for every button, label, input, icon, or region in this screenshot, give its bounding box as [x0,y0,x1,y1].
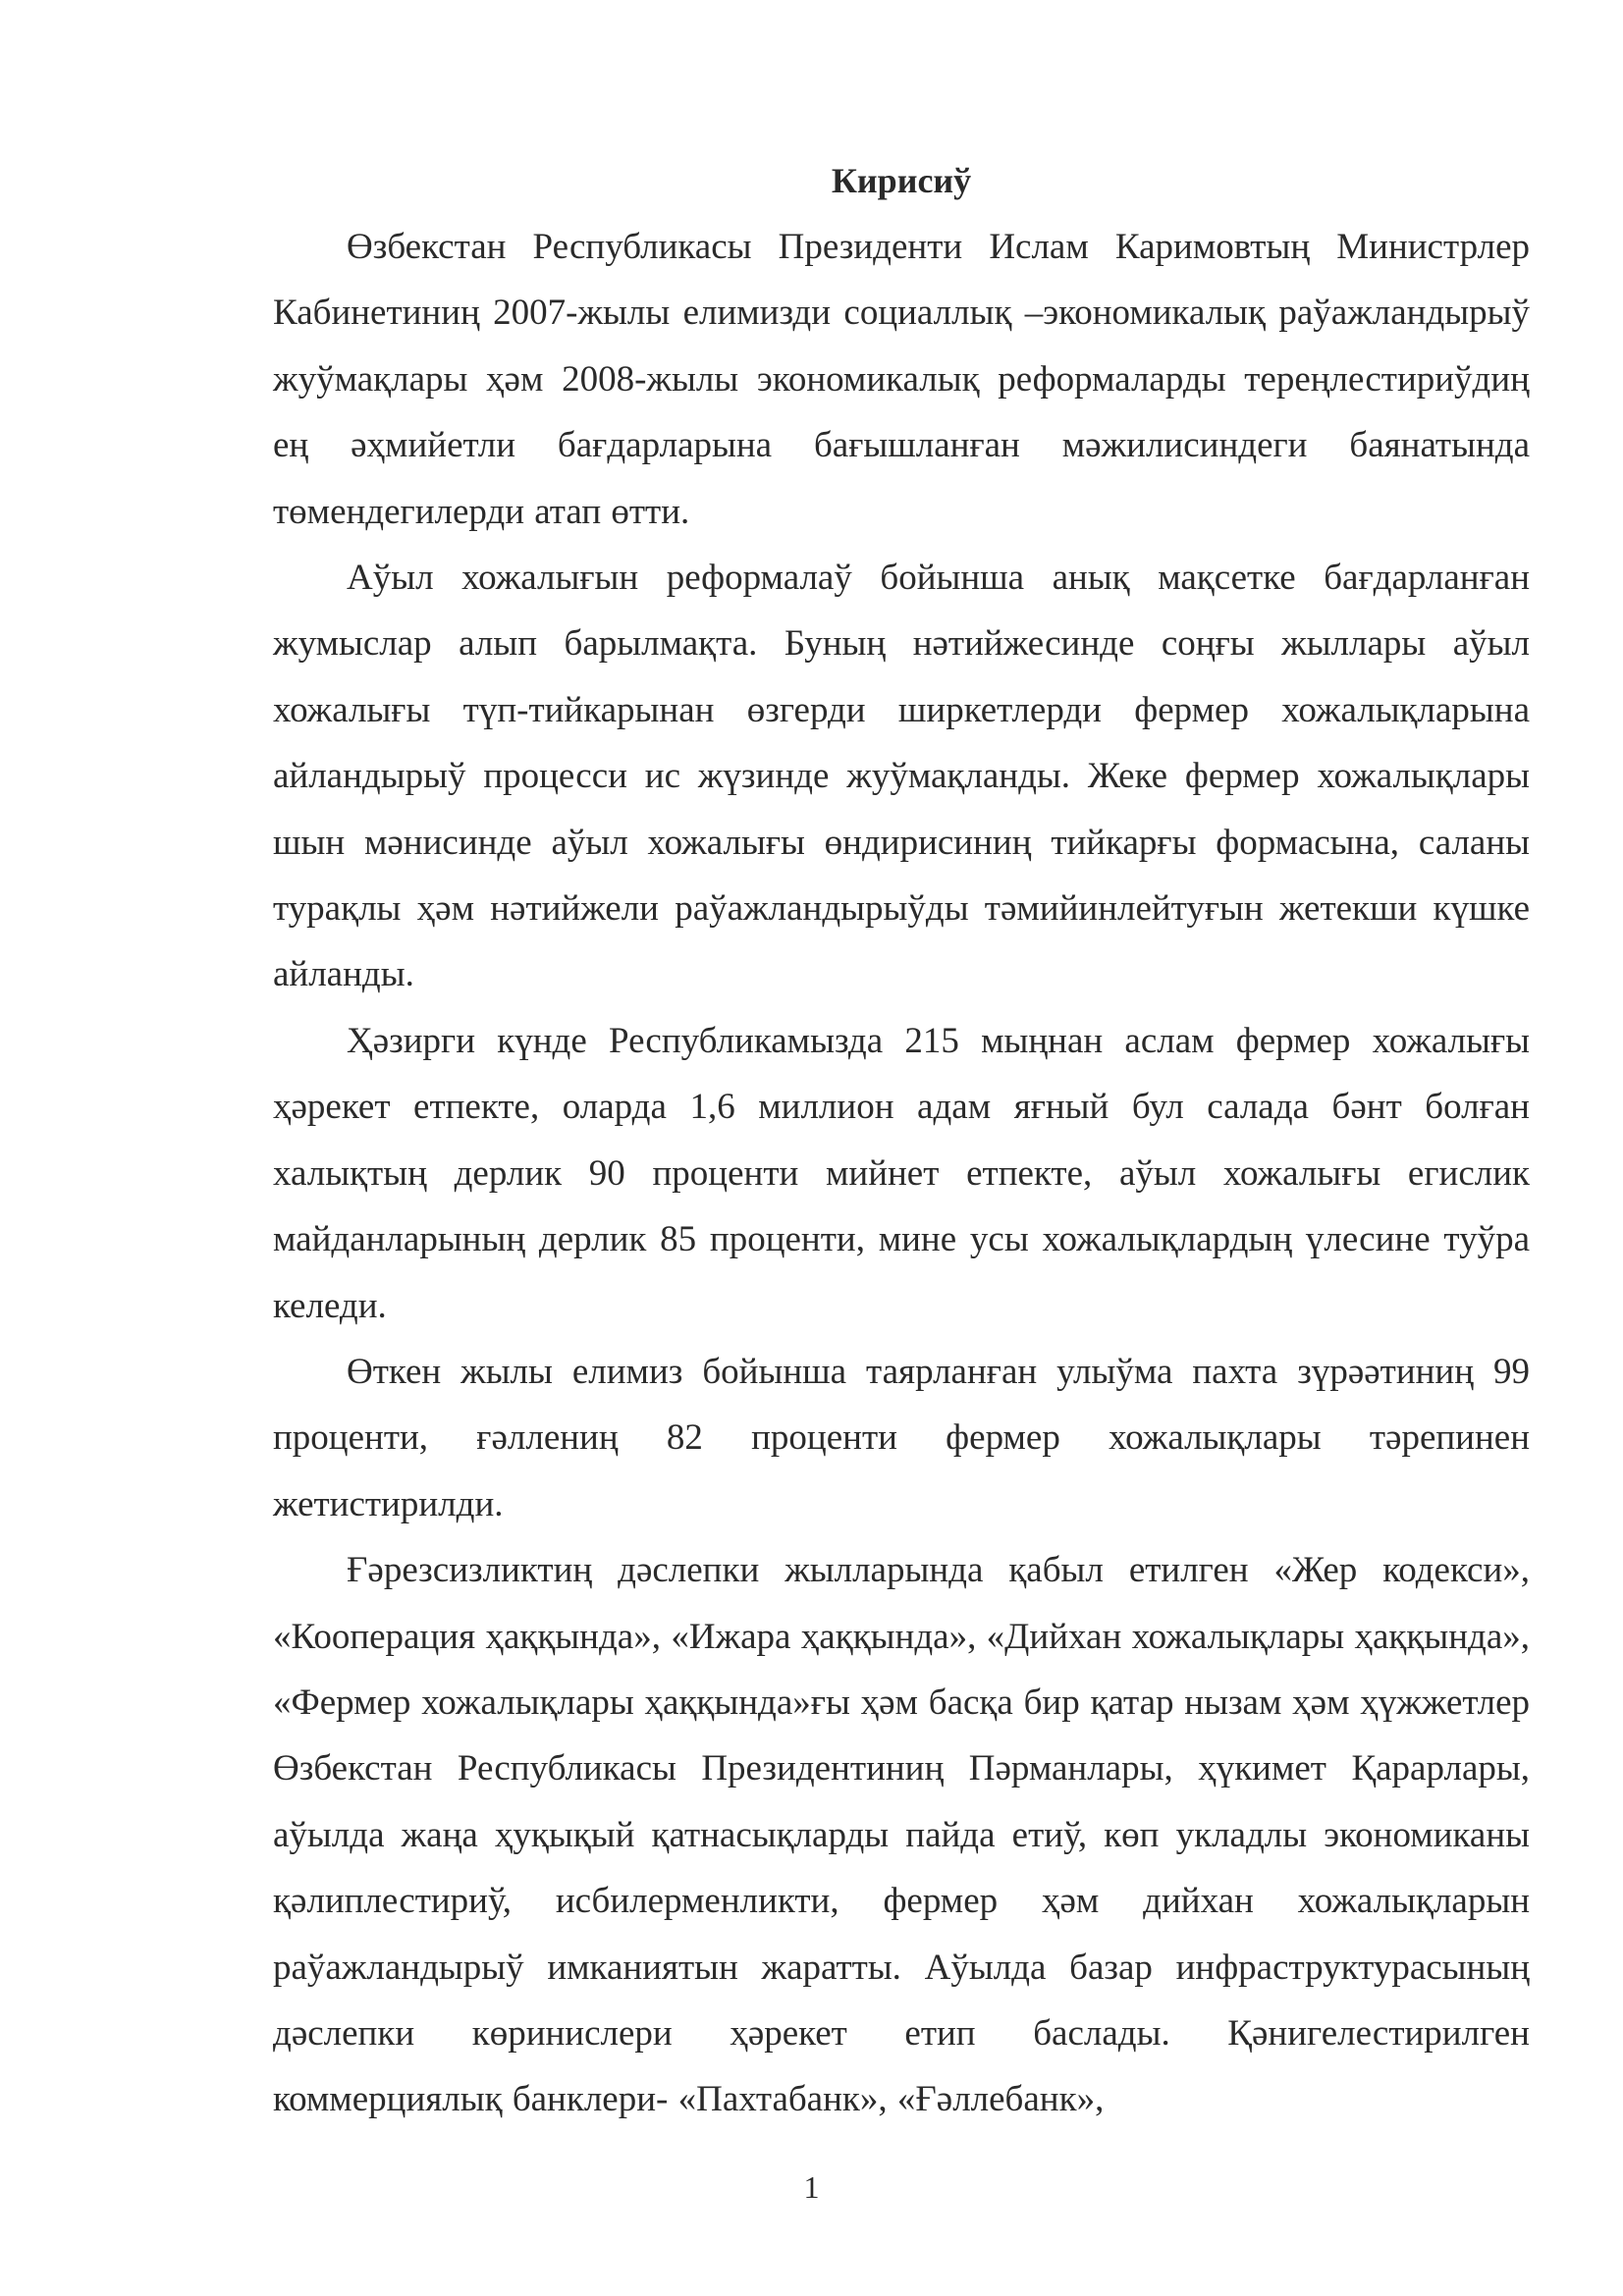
paragraph-4: Өткен жылы елимиз бойынша таярланған улыўма пахта зүрәәтиниң 99 проценти, ғәллениң 82 проценти фермер хожалықлары тәрепинен жетистирилди. [273,1351,1530,1524]
page-number: 1 [803,2169,820,2205]
paragraph-5: Ғәрезсизликтиң дәслепки жылларында қабыл етилген «Жер кодекси», «Кооперация ҳаққында», «Ижара ҳаққында», «Дийхан хожалықлары ҳаққында», «Фермер хожалықлары ҳаққында»ғы ҳәм басқа бир қатар нызам ҳәм ҳүжжетлер Өзбекстан Республикасы Президентиниң Пәрманлары, ҳүкимет Қарарлары, аўылда жаңа ҳуқықый қатнасықларды пайда етиў, көп укладлы экономиканы қәлиплестириў, исбилерменликти, фермер ҳәм дийхан хожалықларын раўажландырыў имканиятын жаратты. Аўылда базар инфраструктурасының дәслепки көринислери ҳәрекет етип баслады. Қәнигелестирилген коммерциялық банклери- «Пахтабанк», «Ғәллебанк», [273,1550,1530,2120]
paragraph-3: Ҳәзирги күнде Республикамызда 215 мыңнан аслам фермер хожалығы ҳәрекет етпекте, оларда 1,6 миллион адам яғный бул салада бәнт болған халықтың дерлик 90 проценти мийнет етпекте, аўыл хожалығы егислик майданларының дерлик 85 проценти, мине усы хожалықлардың үлесине туўра келеди. [273,1020,1530,1326]
document-body [273,147,1530,2133]
paragraph-2: Аўыл хожалығын реформалаў бойынша анық мақсетке бағдарланған жумыслар алып барылмақта. Буның нәтийжесинде соңғы жыллары аўыл хожалығы түп-тийкарынан өзгерди ширкетлерди фермер хожалықларына айландырыў процесси ис жүзинде жуўмақланды. Жеке фермер хожалықлары шын мәнисинде аўыл хожалығы өндирисиниң тийкарғы формасына, саланы турақлы ҳәм нәтийжели раўажландырыўды тәмийинлейтуғын жетекши күшке айланды. [273,558,1530,995]
document-title: Кирисиў [831,161,972,200]
paragraph-1: Өзбекстан Республикасы Президенти Ислам Каримовтың Министрлер Кабинетиниң 2007-жылы елимизди социаллық –экономикалық раўажландырыў жуўмақлары ҳәм 2008-жылы экономикалық реформаларды тереңлестириўдиң ең әҳмийетли бағдарларына бағышланған мәжилисиндеги баянатында төмендегилерди атап өтти. [273,227,1530,532]
